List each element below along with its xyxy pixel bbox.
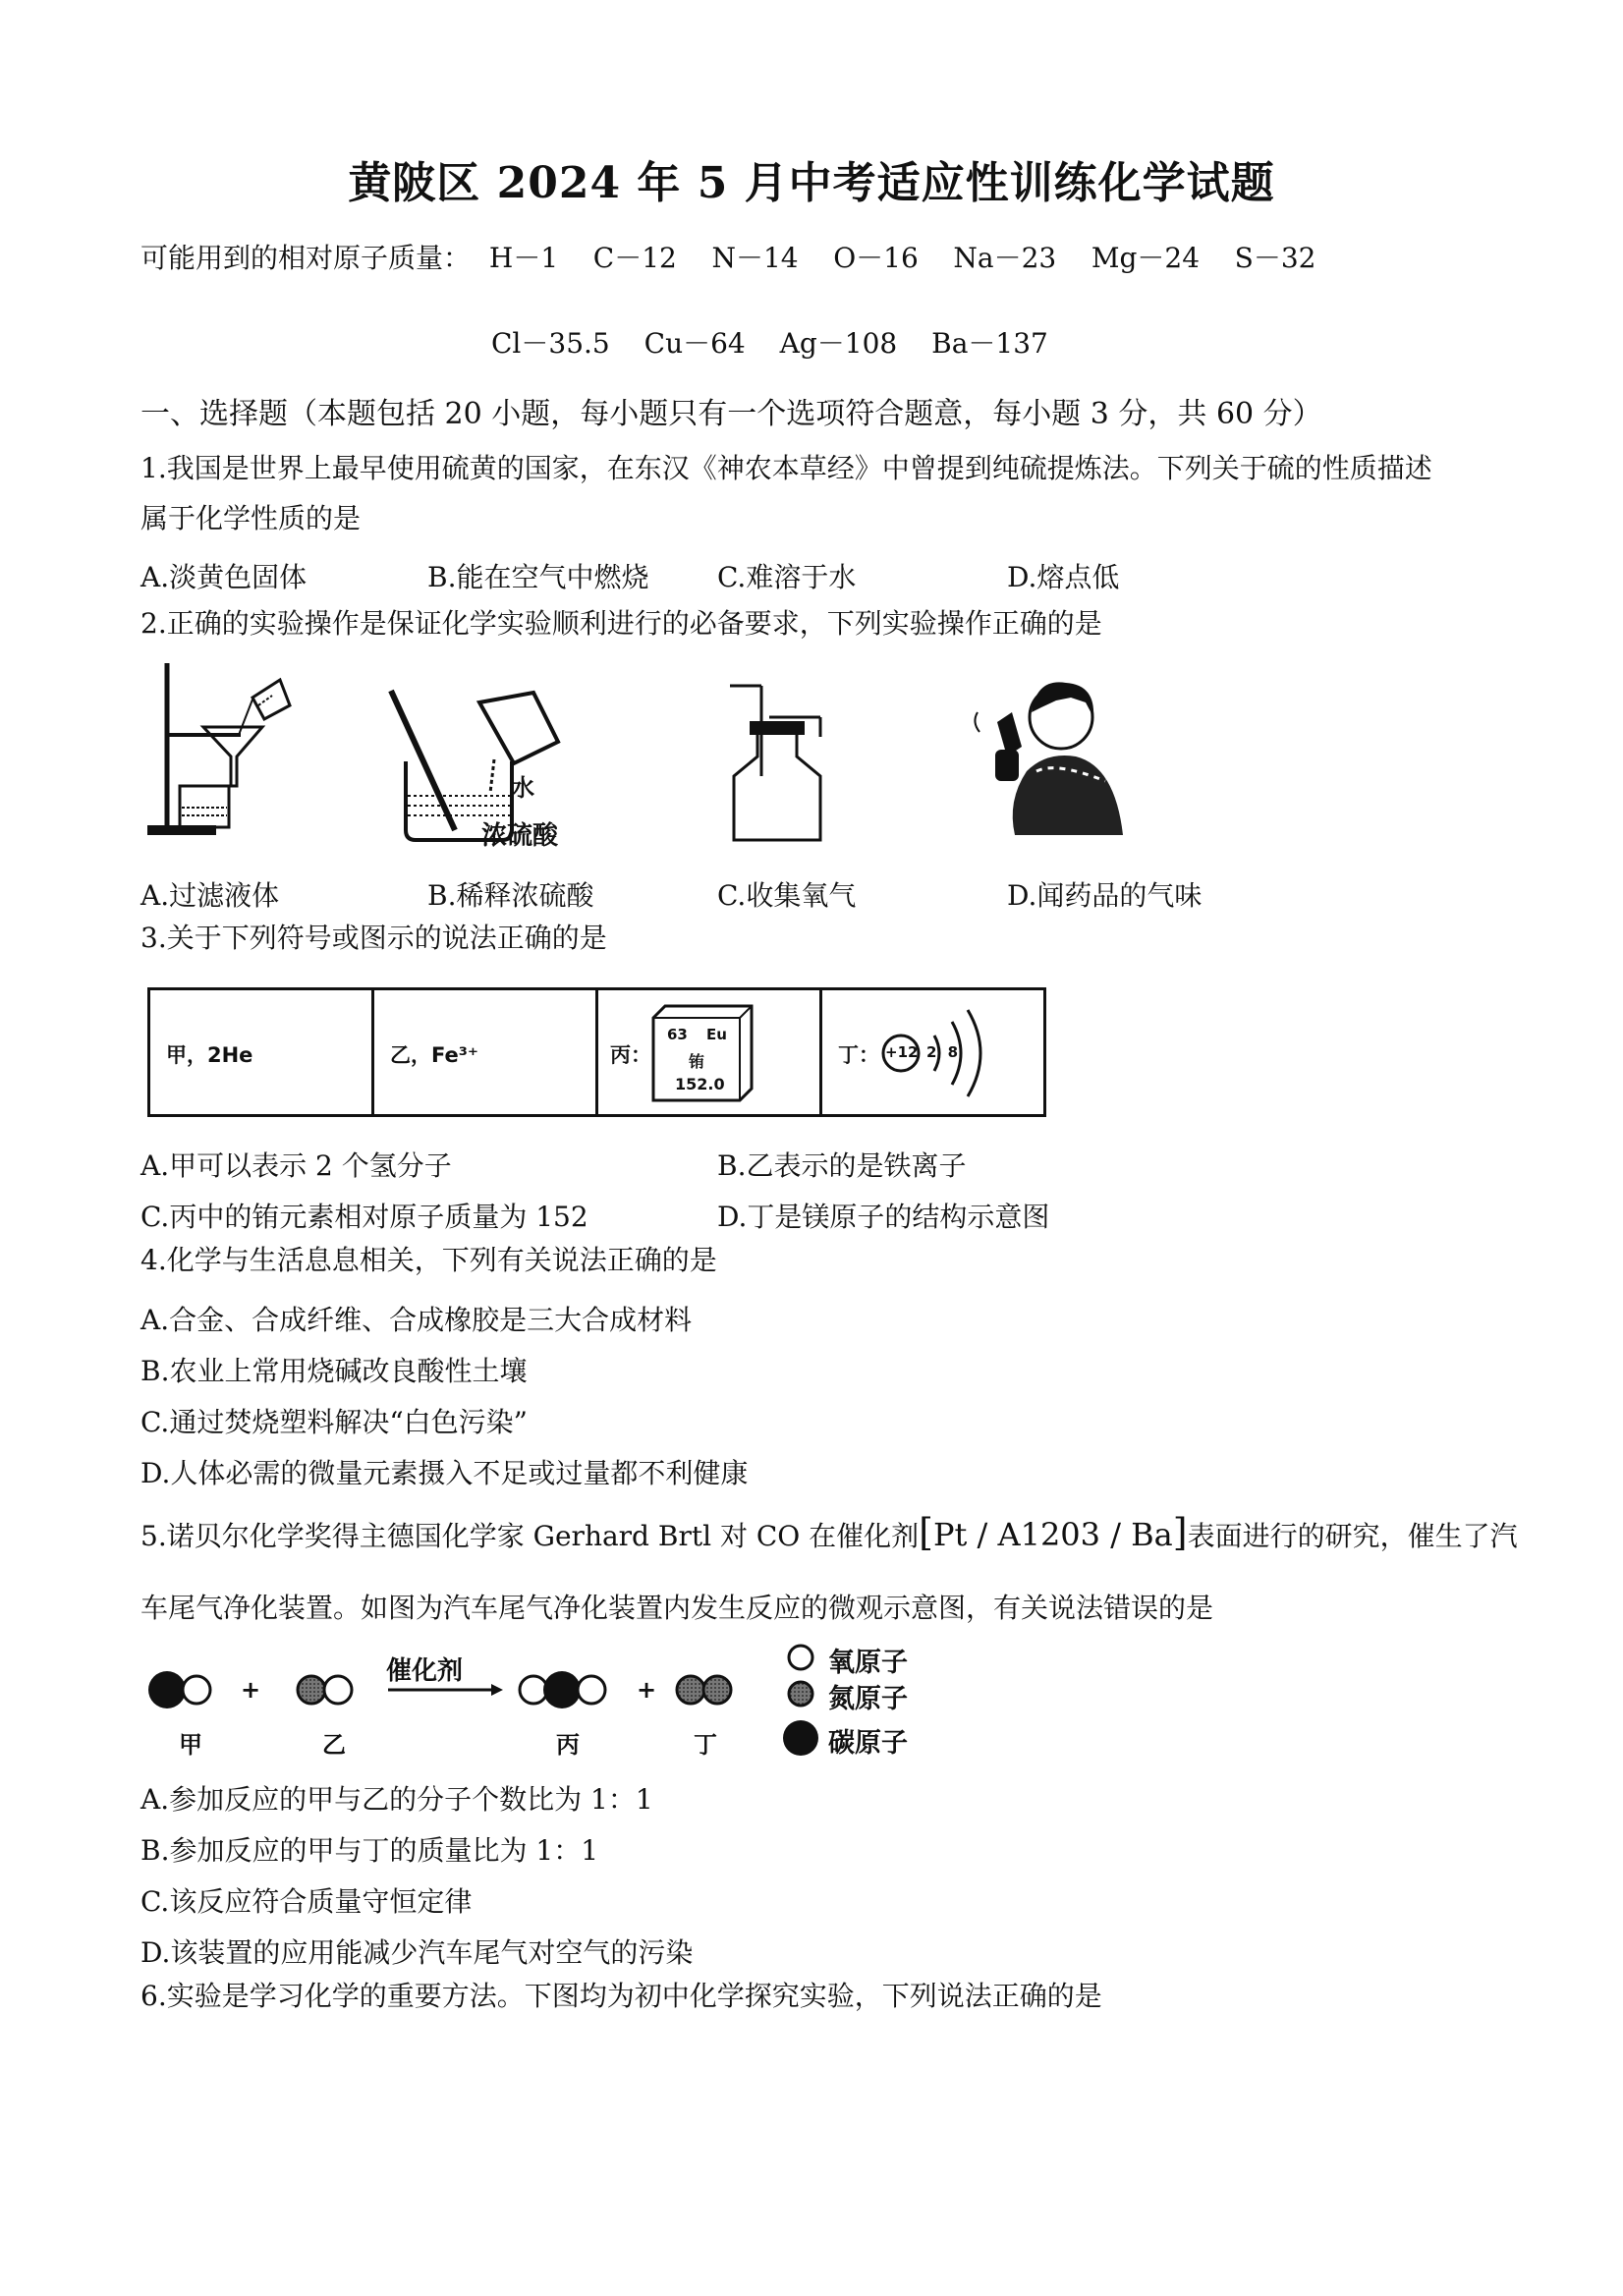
cell-jia	[150, 990, 374, 1114]
section-heading: 一、选择题（本题包括 20 小题，每小题只有一个选项符合题意，每小题 3 分，共 60 分）	[140, 397, 1322, 431]
electron-shells: 2 8	[926, 1043, 962, 1061]
q4-option-a: A.合金、合成纤维、合成橡胶是三大合成材料	[140, 1304, 693, 1336]
label-jia: 甲	[179, 1731, 202, 1759]
cell-jia-text: 甲，2He	[166, 1043, 253, 1067]
q1-option-d: D.熔点低	[1007, 561, 1120, 593]
legend-carbon: 碳原子	[828, 1728, 908, 1759]
acid-label: 浓硫酸	[481, 821, 559, 851]
q5-stem-part2: 表面进行的研究，催生了汽	[1187, 1520, 1518, 1552]
catalyst-formula: Pt / A1203 / Ba	[932, 1516, 1173, 1553]
mass-o: O－16	[833, 242, 919, 274]
plus-sign-1: +	[241, 1676, 261, 1704]
atomic-mass-line-1	[140, 239, 1315, 278]
atomic-mass-label: 可能用到的相对原子质量：	[140, 242, 472, 274]
q2-option-c: C.收集氧气	[717, 879, 857, 912]
filtration-figure	[142, 658, 300, 845]
label-bing: 丙	[556, 1731, 580, 1759]
cell-bing-prefix: 丙：	[610, 1043, 651, 1067]
label-ding: 丁	[694, 1731, 717, 1759]
cell-bing	[598, 990, 822, 1114]
q1-option-a: A.淡黄色固体	[140, 561, 308, 593]
mass-s: S－32	[1234, 242, 1316, 274]
label-yi: 乙	[322, 1731, 346, 1759]
legend-nitrogen: 氮原子	[828, 1684, 908, 1714]
water-label: 水	[511, 774, 534, 802]
q4-stem: 4.化学与生活息息相关，下列有关说法正确的是	[140, 1244, 717, 1276]
q5-stem-part1: 5.诺贝尔化学奖得主德国化学家 Gerhard Brtl 对 CO 在催化剂	[140, 1520, 920, 1552]
q6-stem: 6.实验是学习化学的重要方法。下图均为初中化学探究实验，下列说法正确的是	[140, 1980, 1102, 2012]
q2-option-d: D.闻药品的气味	[1007, 879, 1203, 912]
catalyst-arrow-label: 催化剂	[386, 1656, 464, 1686]
atom-legend-symbols	[781, 1643, 825, 1770]
element-symbol: Eu	[706, 1026, 727, 1043]
catalyst-bracket-close: ]	[1172, 1511, 1188, 1554]
plus-sign-2: +	[637, 1676, 657, 1704]
mass-cu: Cu－64	[644, 327, 746, 360]
q1-option-b: B.能在空气中燃烧	[427, 561, 649, 593]
q5-option-d: D.该装置的应用能减少汽车尾气对空气的污染	[140, 1936, 694, 1969]
q3-option-c: C.丙中的铕元素相对原子质量为 152	[140, 1201, 588, 1233]
mass-cl: Cl－35.5	[491, 327, 610, 360]
mass-na: Na－23	[953, 242, 1057, 274]
smelling-figure	[968, 673, 1135, 840]
cell-ding	[822, 990, 1043, 1114]
cell-yi	[374, 990, 598, 1114]
q5-option-b: B.参加反应的甲与丁的质量比为 1：1	[140, 1834, 599, 1867]
cell-ding-prefix: 丁：	[838, 1043, 879, 1067]
q5-option-c: C.该反应符合质量守恒定律	[140, 1885, 473, 1918]
mass-mg: Mg－24	[1091, 242, 1201, 274]
q3-option-b: B.乙表示的是铁离子	[717, 1149, 967, 1182]
q2-option-a: A.过滤液体	[140, 879, 280, 912]
q4-option-d: D.人体必需的微量元素摄入不足或过量都不利健康	[140, 1457, 749, 1489]
element-atomic-number: 63	[667, 1026, 688, 1043]
q5-option-a: A.参加反应的甲与乙的分子个数比为 1：1	[140, 1783, 653, 1816]
gas-bottle-figure	[722, 678, 830, 850]
q1-stem-line2: 属于化学性质的是	[140, 502, 362, 534]
q5-stem-line1	[140, 1513, 1518, 1556]
q1-option-c: C.难溶于水	[717, 561, 857, 593]
element-name: 铕	[689, 1052, 705, 1071]
mass-h: H－1	[488, 242, 559, 274]
cell-yi-text: 乙，Fe³⁺	[390, 1043, 479, 1067]
q1-stem-line1: 1.我国是世界上最早使用硫黄的国家，在东汉《神农本草经》中曾提到纯硫提炼法。下列关于硫的性质描述	[140, 452, 1432, 484]
q2-option-b: B.稀释浓硫酸	[427, 879, 594, 912]
q5-stem-line2: 车尾气净化装置。如图为汽车尾气净化装置内发生反应的微观示意图，有关说法错误的是	[140, 1592, 1214, 1624]
mass-ag: Ag－108	[779, 327, 898, 360]
q2-stem: 2.正确的实验操作是保证化学实验顺利进行的必备要求，下列实验操作正确的是	[140, 607, 1102, 640]
element-mass: 152.0	[675, 1075, 725, 1093]
q4-option-b: B.农业上常用烧碱改良酸性土壤	[140, 1355, 528, 1387]
catalyst-bracket-open: [	[919, 1511, 933, 1554]
legend-oxygen: 氧原子	[828, 1648, 908, 1678]
nucleus-charge: +12	[885, 1043, 919, 1061]
mass-c: C－12	[592, 242, 677, 274]
mass-n: N－14	[711, 242, 799, 274]
q4-option-c: C.通过焚烧塑料解决“白色污染”	[140, 1406, 528, 1438]
q3-option-a: A.甲可以表示 2 个氢分子	[140, 1149, 452, 1182]
q3-stem: 3.关于下列符号或图示的说法正确的是	[140, 922, 607, 954]
exam-title: 黄陂区 2024 年 5 月中考适应性训练化学试题	[348, 158, 1275, 208]
q3-option-d: D.丁是镁原子的结构示意图	[717, 1201, 1050, 1233]
mass-ba: Ba－137	[931, 327, 1048, 360]
q3-symbol-table	[147, 987, 1046, 1117]
atomic-mass-line-2	[491, 324, 1074, 364]
